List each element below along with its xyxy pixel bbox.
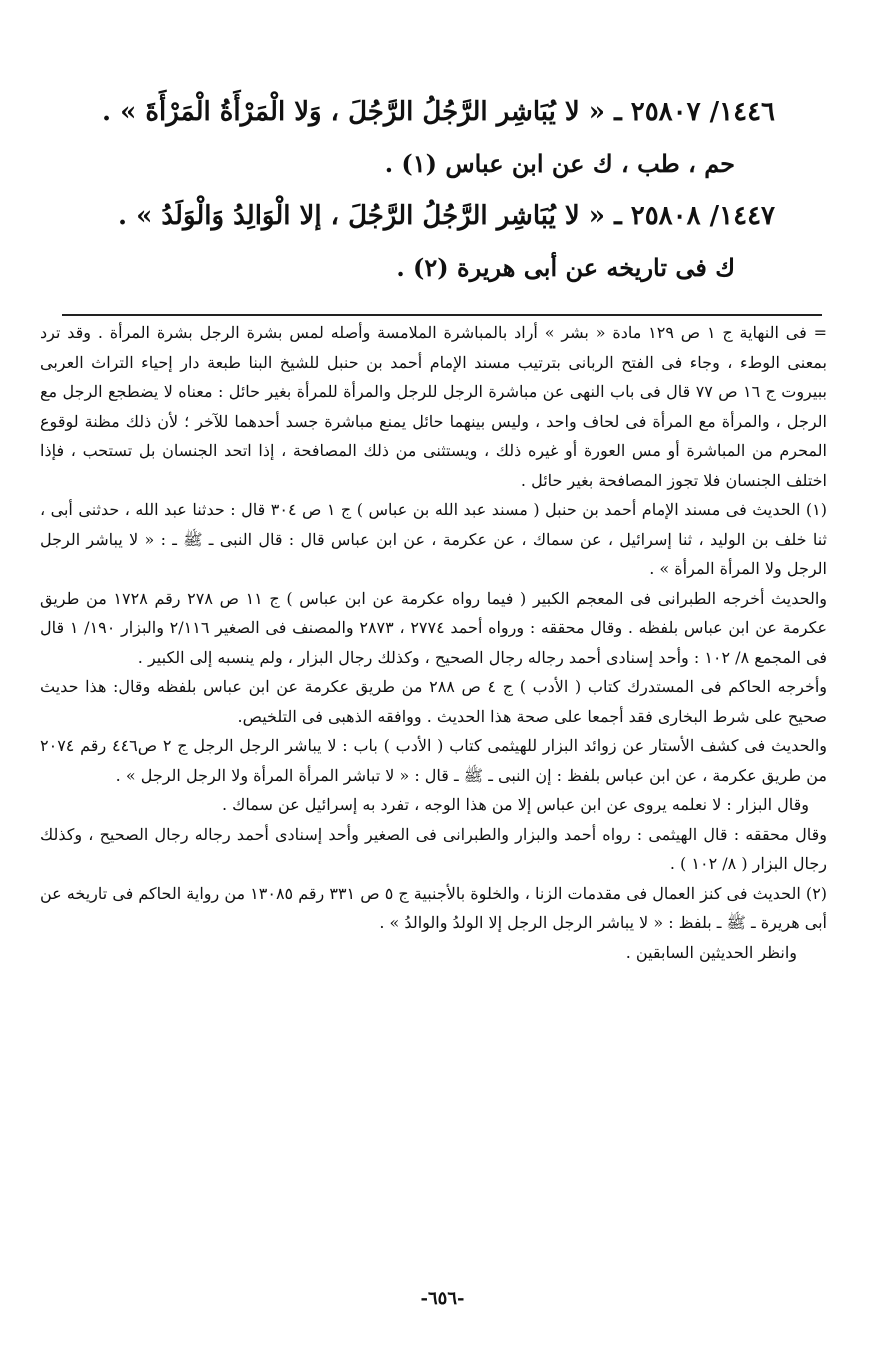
hadith-1447-source: ك فى تاريخه عن أبى هريرة (٢) . [396, 253, 735, 282]
hadith-1446: ١٤٤٦/ ٢٥٨٠٧ ـ « لا يُبَاشِر الرَّجُلُ الرَّجُلَ ، وَلا الْمَرْأَةُ الْمَرْأَةَ » . [101, 97, 775, 127]
footnote-1: (١) الحديث فى مسند الإمام أحمد بن حنبل ( مسند عبد الله بن عباس ) ج ١ ص ٣٠٤ قال : حدثنا عبد الله ، حدثنى أبى ، ثنا خلف بن الوليد ، ثنا إسرائيل ، عن سماك ، عن عكرمة ، عن ابن عباس قال : قال النبى ـ ﷺ ـ : « لا يباشر الرجل الرجل ولا المرأة المرأة » . [40, 500, 827, 578]
footnote-2-see-also: وانظر الحديثين السابقين . [625, 942, 797, 962]
footnote-divider [62, 314, 822, 316]
footnote-1-hakim: وأخرجه الحاكم فى المستدرك كتاب ( الأدب ) ج ٤ ص ٢٨٨ من طريق عكرمة عن ابن عباس بلفظه وقال: هذا حديث صحيح على شرط البخارى فقد أجمعا على صحة هذا الحديث . ووافقه الذهبى فى التلخيص. [40, 677, 828, 726]
hadith-1447: ١٤٤٧/ ٢٥٨٠٨ ـ « لا يُبَاشِر الرَّجُلُ الرَّجُلَ ، إلا الْوَالِدُ وَالْوَلَدُ » . [117, 201, 775, 231]
footnotes-section [40, 318, 827, 967]
footnote-1-muhaqqiq: وقال محققه : قال الهيثمى : رواه أحمد والبزار والطبرانى فى الصغير وأحد إسنادى أحمد رجاله رجال الصحيح ، وكذلك رجال البزار ( ٨/ ١٠٢ ) . [40, 824, 828, 873]
footnote-continuation: = فى النهاية ج ١ ص ١٢٩ مادة « بشر » أراد بالمباشرة الملامسة وأصله لمس بشرة الرجل بشرة المرأة . وقد ترد بمعنى الوطء ، وجاء فى الفتح الربانى بترتيب مسند الإمام أحمد بن حنبل للشيخ البنا طبعة دار إحياء التراث العربى ببيروت ج ١٦ ص ٧٧ قال فى باب النهى عن مباشرة الرجل للرجل والمرأة للمرأة بغير حائل : معناه لا يضطجع الرجل مع الرجل ، والمرأة مع المرأة فى لحاف واحد ، وليس بينهما حائل يمنع مباشرة جسد أحدهما للآخر ؛ لأن ذلك مظنة لوقوع المحرم من المباشرة أو مس العورة أو غيره ذلك ، ويستثنى من ذلك المصافحة ، إذا اتحد الجنسان بل تستحب ، فإذا اختلف الجنسان فلا تجوز المصافحة بغير حائل . [40, 323, 828, 490]
footnote-2: (٢) الحديث فى كنز العمال فى مقدمات الزنا ، والخلوة بالأجنبية ج ٥ ص ٣٣١ رقم ١٣٠٨٥ من رواية الحاكم فى تاريخه عن أبى هريرة ـ ﷺ ـ بلفظ : « لا يباشر الرجل الرجل إلا الولدُ والوالدُ » . [40, 883, 828, 932]
page-number: -٦٥٦- [420, 1288, 465, 1309]
hadith-section [90, 86, 775, 294]
hadith-1446-source: حم ، طب ، ك عن ابن عباس (١) . [384, 149, 735, 178]
footnote-1-bazzar: وقال البزار : لا نعلمه يروى عن ابن عباس إلا من هذا الوجه ، تفرد به إسرائيل عن سماك . [222, 795, 809, 814]
footnote-1-kashf: والحديث فى كشف الأستار عن زوائد البزار للهيثمى كتاب ( الأدب ) باب : لا يباشر الرجل الرجل ج ٢ ص٤٤٦ رقم ٢٠٧٤ من طريق عكرمة ، عن ابن عباس بلفظ : إن النبى ـ ﷺ ـ قال : « لا تباشر المرأة المرأة ولا الرجل الرجل » . [40, 736, 828, 785]
footnote-1-tabarani: والحديث أخرجه الطبرانى فى المعجم الكبير ( فيما رواه عكرمة عن ابن عباس ) ج ١١ ص ٢٧٨ رقم ١٧٢٨ من طريق عكرمة عن ابن عباس بلفظه . وقال محققه : ورواه أحمد ٢٧٧٤ ، ٢٨٧٣ والمصنف فى الصغير ٢/١١٦ والبزار ١٩٠/ ١ قال فى المجمع ٨/ ١٠٢ : وأحد إسنادى أحمد رجاله رجال الصحيح ، وكذلك رجال البزار ، ولم ينسبه إلى الكبير . [40, 588, 828, 667]
